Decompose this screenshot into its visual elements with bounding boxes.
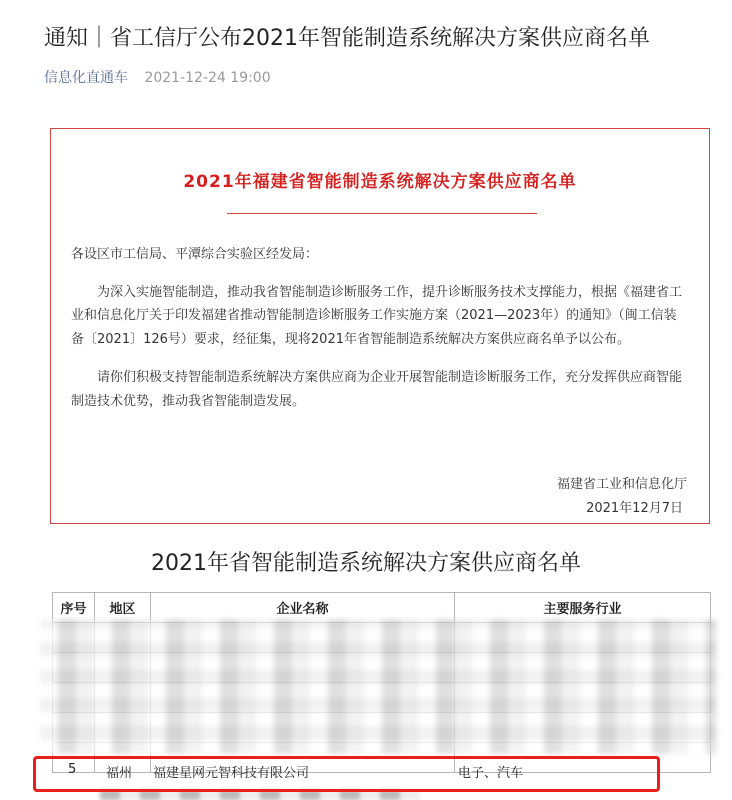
notice-document bbox=[50, 128, 710, 524]
signature-org: 福建省工业和信息化厅 bbox=[556, 477, 687, 492]
row-company: 福建星网元智科技有限公司 bbox=[153, 766, 310, 781]
row-industry: 电子、汽车 bbox=[458, 766, 524, 781]
row-region: 福州 bbox=[106, 766, 133, 781]
notice-title: 2021年福建省智能制造系统解决方案供应商名单 bbox=[183, 172, 577, 192]
header-no: 序号 bbox=[53, 593, 95, 623]
row-no: 5 bbox=[68, 762, 77, 777]
author-link[interactable]: 信息化直通车 bbox=[44, 70, 128, 86]
notice-paragraph: 为深入实施智能制造，推动我省智能制造诊断服务工作，提升诊断服务技术支撑能力，根据《福建省工业和信息化厅关于印发福建省推动智能制造诊断服务工作实施方案（2021—2023年）的通知》（闽工信装备〔2021〕126号）要求，经征集，现将2021年省智能制造系统解决方案供应商名单予以公布。 bbox=[71, 284, 683, 347]
blurred-row-bottom bbox=[100, 790, 420, 800]
list-title: 2021年省智能制造系统解决方案供应商名单 bbox=[151, 551, 581, 576]
header-region: 地区 bbox=[95, 593, 151, 623]
signature-date: 2021年12月7日 bbox=[586, 501, 683, 516]
table-header-row bbox=[53, 593, 711, 623]
notice-salutation: 各设区市工信局、平潭综合实验区经发局： bbox=[71, 247, 319, 262]
article-meta bbox=[44, 68, 271, 88]
header-industry: 主要服务行业 bbox=[455, 593, 711, 623]
blurred-rows bbox=[40, 620, 716, 754]
header-company: 企业名称 bbox=[151, 593, 455, 623]
notice-body bbox=[71, 243, 689, 413]
notice-paragraph: 请你们积极支持智能制造系统解决方案供应商为企业开展智能制造诊断服务工作，充分发挥供应商智能制造技术优势，推动我省智能制造发展。 bbox=[71, 370, 683, 409]
publish-time: 2021-12-24 19:00 bbox=[144, 70, 271, 86]
notice-divider bbox=[227, 213, 537, 214]
article-title: 通知｜省工信厅公布2021年智能制造系统解决方案供应商名单 bbox=[44, 26, 650, 51]
